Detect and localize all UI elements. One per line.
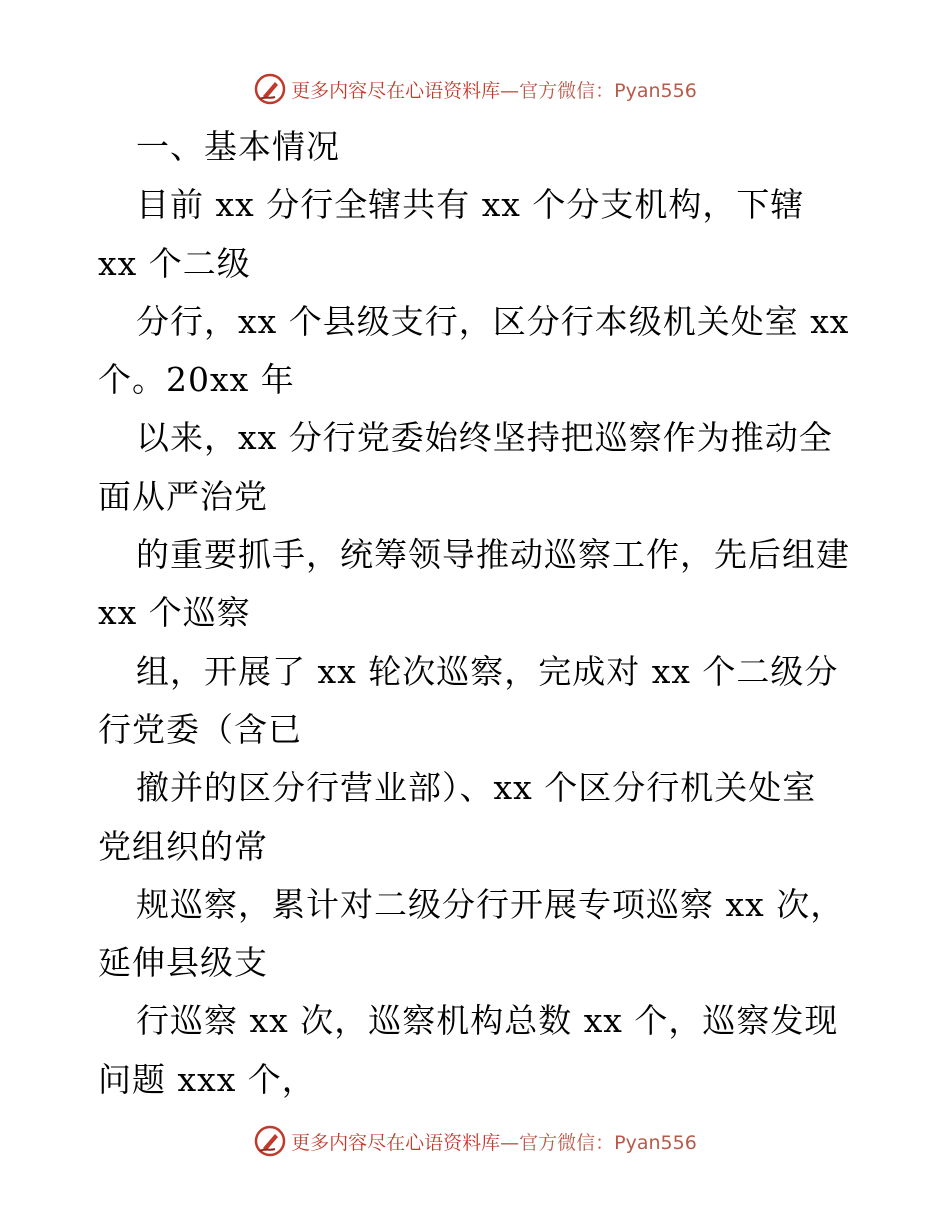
watermark-site-text: 更多内容尽在心语资料库 (291, 1131, 501, 1154)
watermark-wechat-text: —官方微信：Pyan556 (500, 79, 697, 102)
paragraph-line: xx 个巡察 (98, 593, 251, 633)
watermark-header (0, 72, 950, 106)
paragraph-line: 分行，xx 个县级支行，区分行本级机关处室 xx (136, 301, 850, 341)
paragraph-line: 个。20xx 年 (98, 360, 295, 400)
paragraph-line: 行巡察 xx 次，巡察机构总数 xx 个，巡察发现 (136, 1001, 839, 1041)
paragraph-line: 面从严治党 (98, 476, 268, 516)
watermark-footer (0, 1124, 950, 1158)
paragraph-line: xx 个二级 (98, 243, 251, 283)
document-body (98, 118, 858, 1109)
paragraph-line: 目前 xx 分行全辖共有 xx 个分支机构，下辖 (136, 185, 805, 225)
watermark-site-text: 更多内容尽在心语资料库 (291, 79, 501, 102)
paragraph-line: 党组织的常 (98, 826, 268, 866)
paragraph-line: 问题 xxx 个， (98, 1059, 316, 1099)
pen-logo-icon (253, 1124, 287, 1158)
paragraph-line: 的重要抓手，统筹领导推动巡察工作，先后组建 (136, 535, 850, 575)
watermark-wechat-text: —官方微信：Pyan556 (500, 1131, 697, 1154)
paragraph-line: 组，开展了 xx 轮次巡察，完成对 xx 个二级分 (136, 651, 839, 691)
paragraph-line: 行党委（含已 (98, 709, 302, 749)
heading-basic-situation: 一、基本情况 (136, 127, 340, 166)
paragraph-line: 延伸县级支 (98, 943, 268, 983)
paragraph-line: 规巡察，累计对二级分行开展专项巡察 xx 次， (136, 884, 845, 924)
paragraph-line: 以来，xx 分行党委始终坚持把巡察作为推动全 (136, 418, 833, 458)
pen-logo-icon (253, 72, 287, 106)
paragraph-line: 撤并的区分行营业部）、xx 个区分行机关处室 (136, 768, 817, 808)
